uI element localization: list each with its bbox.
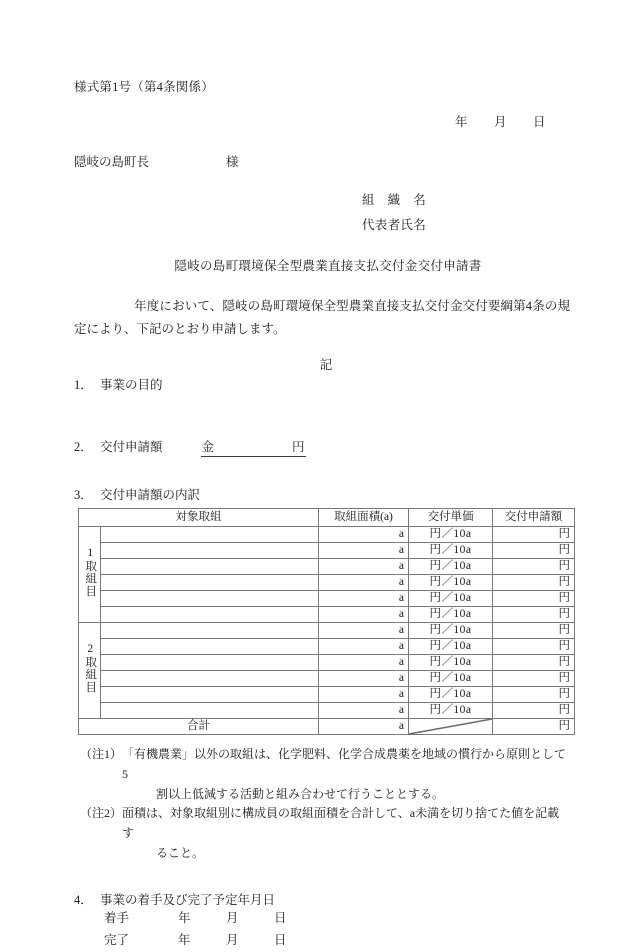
cell-area[interactable]: a xyxy=(319,655,409,671)
group-label-1 xyxy=(79,527,101,623)
cell-area[interactable]: a xyxy=(319,607,409,623)
item-1 xyxy=(74,375,570,393)
header-amount: 交付申請額 xyxy=(493,509,575,527)
item-2-label: 交付申請額 xyxy=(100,440,163,454)
cell-amount[interactable]: 円 xyxy=(493,687,575,703)
cell-target[interactable] xyxy=(101,623,319,639)
finish-label: 完了 xyxy=(104,932,130,947)
finish-year: 年 xyxy=(178,932,191,947)
addressee-name: 隠岐の島町長 xyxy=(74,154,150,169)
document-body xyxy=(74,78,570,952)
total-area[interactable]: a xyxy=(319,719,409,735)
start-label: 着手 xyxy=(104,910,130,925)
cell-target[interactable] xyxy=(101,543,319,559)
application-amount-field[interactable] xyxy=(201,437,306,457)
cell-amount[interactable]: 円 xyxy=(493,543,575,559)
item-3 xyxy=(74,485,570,503)
cell-area[interactable]: a xyxy=(319,671,409,687)
table-row xyxy=(79,655,575,671)
cell-amount[interactable]: 円 xyxy=(493,559,575,575)
cell-area[interactable]: a xyxy=(319,575,409,591)
cell-area[interactable]: a xyxy=(319,703,409,719)
notes-section xyxy=(74,745,570,864)
cell-area[interactable]: a xyxy=(319,527,409,543)
currency-suffix: 円 xyxy=(292,440,305,454)
cell-rate[interactable]: 円／10a xyxy=(409,655,493,671)
note-2-line-1: 面積は、対象取組別に構成員の取組面積を合計して、a未満を切り捨てた値を記載す xyxy=(122,806,560,841)
cell-rate[interactable]: 円／10a xyxy=(409,671,493,687)
organization-name-label: 組 織 名 xyxy=(362,192,427,207)
table-row xyxy=(79,671,575,687)
intro-text: 年度において、隠岐の島町環境保全型農業直接支払交付金交付要綱第4条の規定により、下記のとおり申請します。 xyxy=(74,298,570,336)
representative-name-label: 代表者氏名 xyxy=(362,217,427,232)
start-month: 月 xyxy=(226,910,239,925)
addressee-row xyxy=(74,152,570,170)
cell-amount[interactable]: 円 xyxy=(493,527,575,543)
cell-area[interactable]: a xyxy=(319,623,409,639)
addressee-honorific: 様 xyxy=(226,154,239,169)
start-year: 年 xyxy=(178,910,191,925)
date-line: 年 月 日 xyxy=(454,115,546,130)
item-2-number: 2． xyxy=(74,440,93,454)
ki-marker: 記 xyxy=(319,358,333,372)
cell-target[interactable] xyxy=(101,687,319,703)
table-row xyxy=(79,591,575,607)
item-4 xyxy=(74,890,570,908)
schedule-start-row xyxy=(104,908,570,930)
cell-target[interactable] xyxy=(101,527,319,543)
table-row xyxy=(79,527,575,543)
cell-amount[interactable]: 円 xyxy=(493,655,575,671)
cell-rate[interactable]: 円／10a xyxy=(409,527,493,543)
cell-area[interactable]: a xyxy=(319,639,409,655)
table-row xyxy=(79,607,575,623)
cell-rate[interactable]: 円／10a xyxy=(409,703,493,719)
table-row xyxy=(79,639,575,655)
table-body xyxy=(79,527,575,735)
organization-block xyxy=(74,188,570,238)
cell-rate[interactable]: 円／10a xyxy=(409,543,493,559)
cell-area[interactable]: a xyxy=(319,559,409,575)
cell-rate[interactable]: 円／10a xyxy=(409,639,493,655)
table-total-row xyxy=(79,719,575,735)
cell-amount[interactable]: 円 xyxy=(493,607,575,623)
cell-target[interactable] xyxy=(101,639,319,655)
cell-target[interactable] xyxy=(101,671,319,687)
total-rate-struck-out xyxy=(409,719,493,735)
table-row xyxy=(79,575,575,591)
item-3-label: 交付申請額の内訳 xyxy=(100,488,201,502)
group-label-2 xyxy=(79,623,101,719)
item-3-number: 3． xyxy=(74,488,93,502)
cell-target[interactable] xyxy=(101,655,319,671)
cell-rate[interactable]: 円／10a xyxy=(409,607,493,623)
finish-day: 日 xyxy=(274,932,287,947)
intro-paragraph xyxy=(74,295,570,341)
item-4-label: 事業の着手及び完了予定年月日 xyxy=(100,892,276,907)
form-number: 様式第1号（第4条関係） xyxy=(74,80,214,94)
item-1-label: 事業の目的 xyxy=(100,378,163,392)
note-1 xyxy=(74,745,570,785)
total-amount[interactable]: 円 xyxy=(493,719,575,735)
cell-target[interactable] xyxy=(101,607,319,623)
schedule-finish-row xyxy=(104,930,570,952)
cell-rate[interactable]: 円／10a xyxy=(409,575,493,591)
cell-rate[interactable]: 円／10a xyxy=(409,559,493,575)
group-label-text: 2取組目 xyxy=(84,643,97,694)
cell-rate[interactable]: 円／10a xyxy=(409,623,493,639)
cell-target[interactable] xyxy=(101,575,319,591)
document-title: 隠岐の島町環境保全型農業直接支払交付金交付申請書 xyxy=(174,258,482,273)
table-header-row xyxy=(79,509,575,527)
table-row xyxy=(79,687,575,703)
header-rate: 交付単価 xyxy=(409,509,493,527)
table-row xyxy=(79,543,575,559)
diagonal-strike-icon xyxy=(409,719,492,734)
cell-rate[interactable]: 円／10a xyxy=(409,591,493,607)
cell-rate[interactable]: 円／10a xyxy=(409,687,493,703)
breakdown-table xyxy=(78,508,575,735)
note-2-tag: （注2） xyxy=(80,806,123,821)
table-row xyxy=(79,559,575,575)
table-row xyxy=(79,623,575,639)
group-label-text: 1取組目 xyxy=(84,547,97,598)
item-1-number: 1． xyxy=(74,378,93,392)
header-area: 取組面積(a) xyxy=(319,509,409,527)
note-2-line-2: ること。 xyxy=(156,845,205,860)
total-label: 合計 xyxy=(79,719,319,735)
start-day: 日 xyxy=(274,910,287,925)
currency-prefix: 金 xyxy=(201,440,215,454)
item-4-number: 4． xyxy=(74,892,93,907)
cell-amount[interactable]: 円 xyxy=(493,591,575,607)
finish-month: 月 xyxy=(226,932,239,947)
table-row xyxy=(79,703,575,719)
cell-amount[interactable]: 円 xyxy=(493,623,575,639)
cell-target[interactable] xyxy=(101,703,319,719)
header-target: 対象取組 xyxy=(79,509,319,527)
cell-area[interactable]: a xyxy=(319,591,409,607)
cell-amount[interactable]: 円 xyxy=(493,575,575,591)
cell-amount[interactable]: 円 xyxy=(493,671,575,687)
schedule-block xyxy=(74,908,570,952)
cell-amount[interactable]: 円 xyxy=(493,639,575,655)
cell-area[interactable]: a xyxy=(319,687,409,703)
cell-target[interactable] xyxy=(101,559,319,575)
cell-amount[interactable]: 円 xyxy=(493,703,575,719)
item-2 xyxy=(74,437,570,457)
note-1-line-2: 割以上低減する活動と組み合わせて行うこととする。 xyxy=(156,786,445,801)
note-1-line-1: 「有機農業」以外の取組は、化学肥料、化学合成農薬を地域の慣行から原則として5 xyxy=(122,747,567,781)
cell-target[interactable] xyxy=(101,591,319,607)
note-1-tag: （注1） xyxy=(80,747,123,761)
cell-area[interactable]: a xyxy=(319,543,409,559)
note-2 xyxy=(74,804,570,844)
